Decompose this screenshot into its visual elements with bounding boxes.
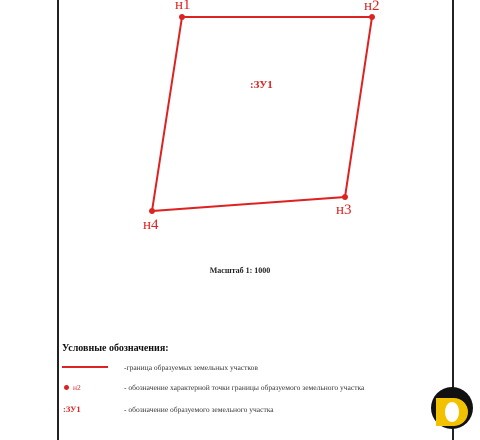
legend-title: Условные обозначения:: [62, 343, 169, 354]
point-marker-n2: [369, 14, 375, 20]
point-label-n4: н4: [143, 217, 159, 233]
scale-text: Масштаб 1: 1000: [209, 266, 271, 275]
parcel-label: :ЗУ1: [250, 79, 273, 91]
point-label-n3: н3: [336, 202, 352, 218]
brand-logo-icon: [424, 384, 476, 436]
legend-parcel-label: :ЗУ1: [63, 404, 81, 414]
legend-desc-boundary: -граница образуемых земельных участков: [124, 363, 258, 372]
point-marker-n3: [342, 194, 348, 200]
legend-desc-parcel: - обозначение образуемого земельного участка: [124, 405, 274, 414]
point-label-n2: н2: [364, 0, 380, 14]
legend-desc-point: - обозначение характерной точки границы образуемого земельного участка: [124, 383, 365, 392]
point-label-n1: н1: [175, 0, 191, 13]
point-marker-n1: [179, 14, 185, 20]
legend-point-label: н2: [73, 383, 81, 392]
point-marker-n4: [149, 208, 155, 214]
legend-point-dot: [64, 385, 69, 390]
legend-boundary-line: [62, 366, 108, 368]
parcel-boundary: [152, 17, 372, 211]
